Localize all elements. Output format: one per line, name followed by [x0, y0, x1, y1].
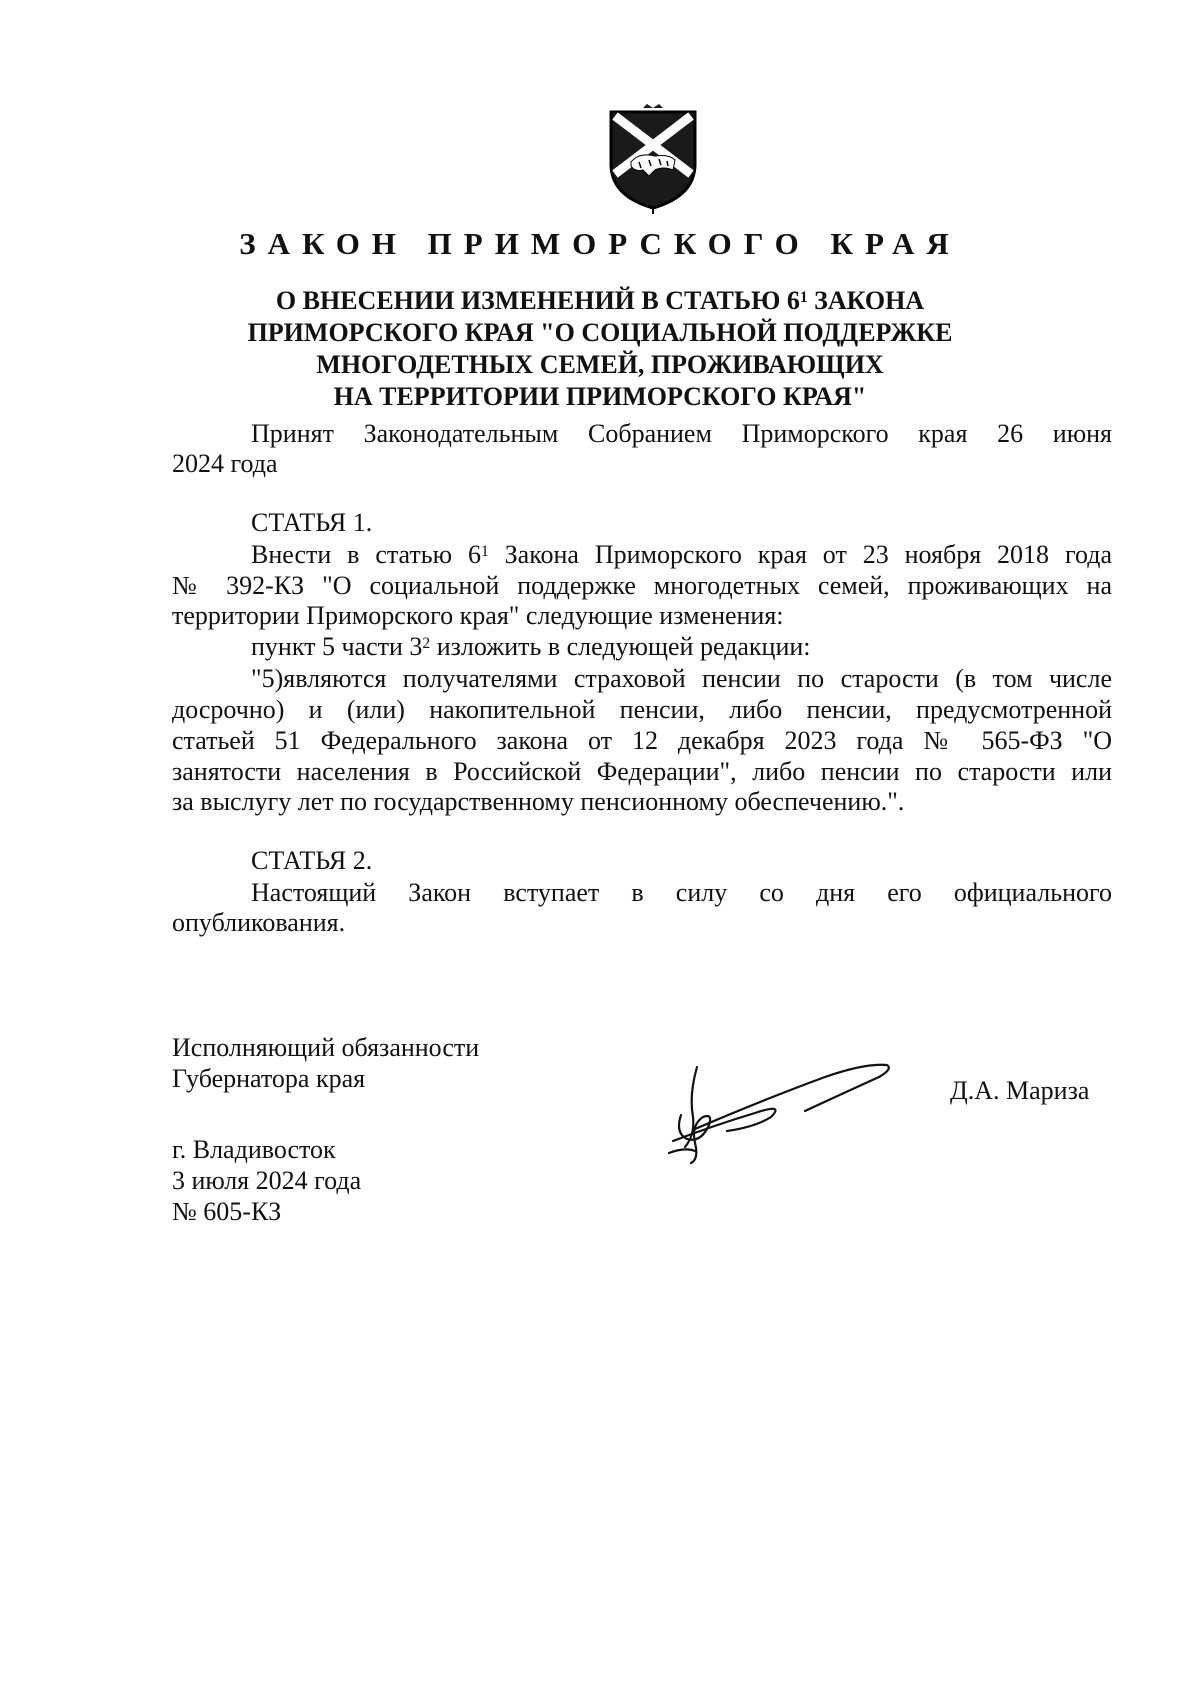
law-subtitle [0, 285, 1200, 413]
article-1-para-1-line-2: № 392-КЗ "О социальной поддержке многодетных семей, проживающих на [172, 571, 1112, 600]
article-1-para-3-line-2: досрочно) и (или) накопительной пенсии, либо пенсии, предусмотренной [172, 695, 1112, 724]
subtitle-line-4: НА ТЕРРИТОРИИ ПРИМОРСКОГО КРАЯ" [333, 382, 867, 411]
issue-date: 3 июля 2024 года [172, 1166, 362, 1195]
signature-image [655, 1055, 905, 1170]
article-1-para-3-line-4: занятости населения в Российской Федерации", либо пенсии по старости или [172, 757, 1112, 786]
article-1-para-1-line-3: территории Приморского края" следующие изменения: [172, 601, 784, 630]
signatory-name: Д.А. Мариза [950, 1076, 1090, 1105]
adopted-line-1: Принят Законодательным Собранием Приморского края 26 июня [251, 419, 1112, 448]
article-1-para-3-line-3: статьей 51 Федерального закона от 12 декабря 2023 года № 565-ФЗ "О [172, 726, 1112, 755]
law-number: № 605-КЗ [172, 1197, 282, 1226]
article-1-para-3-line-5: за выслугу лет по государственному пенсионному обеспечению.". [172, 787, 905, 816]
article-1-para-1-line-1: Внести в статью $6^1$ Закона Приморского края от 23 ноября 2018 года [251, 540, 1112, 569]
article-2-line-1: Настоящий Закон вступает в силу со дня его официального [251, 878, 1112, 907]
article-1-para-3-line-1: "5)являются получателями страховой пенсии по старости (в том числе [251, 664, 1112, 693]
adopted-line-2: 2024 года [172, 449, 278, 478]
issue-city: г. Владивосток [172, 1135, 336, 1164]
coat-of-arms-icon [603, 104, 703, 214]
article-2-heading: СТАТЬЯ 2. [251, 846, 373, 875]
signatory-role-line-1: Исполняющий обязанности [172, 1033, 480, 1062]
article-2-line-2: опубликования. [172, 908, 346, 937]
article-1-para-2: пункт 5 части $3^2$ изложить в следующей редакции: [251, 632, 811, 661]
law-title: ЗАКОН ПРИМОРСКОГО КРАЯ [239, 226, 961, 261]
subtitle-line-3: МНОГОДЕТНЫХ СЕМЕЙ, ПРОЖИВАЮЩИХ [316, 350, 884, 379]
subtitle-line-2: ПРИМОРСКОГО КРАЯ "О СОЦИАЛЬНОЙ ПОДДЕРЖКЕ [247, 318, 953, 347]
signatory-role-line-2: Губернатора края [172, 1064, 366, 1093]
article-1-heading: СТАТЬЯ 1. [251, 508, 373, 537]
subtitle-line-1: О ВНЕСЕНИИ ИЗМЕНЕНИЙ В СТАТЬЮ $6^1$ ЗАКОНА [275, 286, 925, 315]
